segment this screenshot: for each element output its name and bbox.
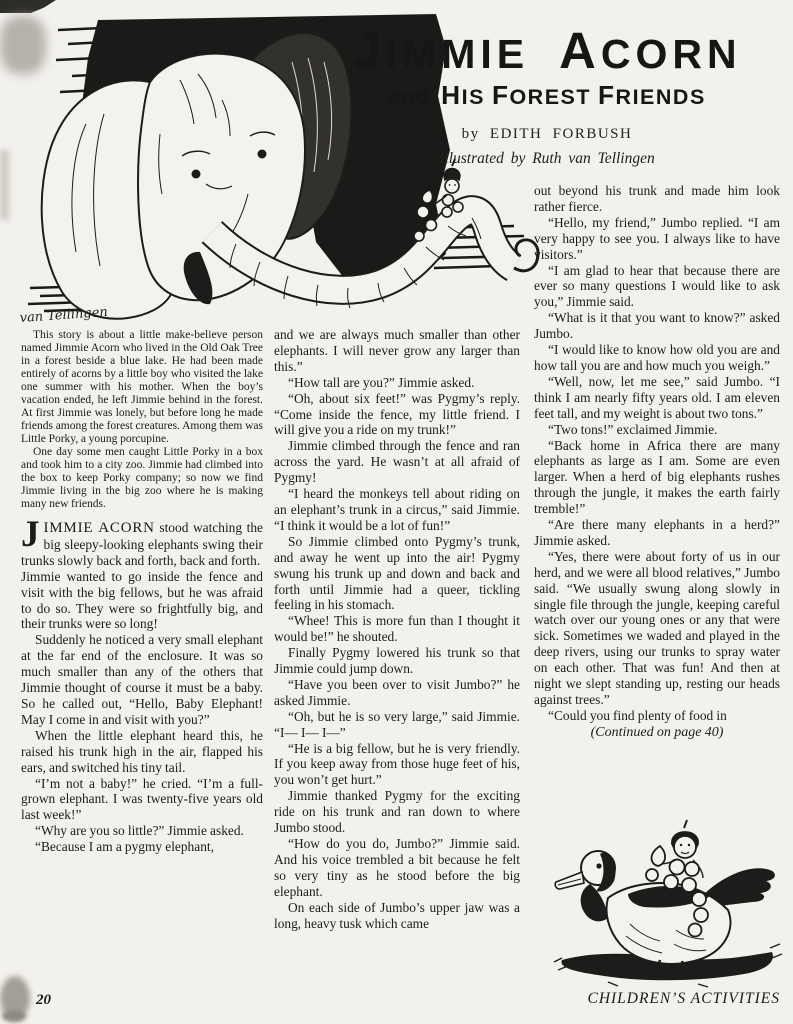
story-body-left	[21, 514, 264, 855]
page-number: 20	[36, 992, 51, 1008]
paragraph: Finally Pygmy lowered his trunk so that Jimmie could jump down.	[274, 645, 520, 677]
page-title	[305, 24, 789, 77]
lead-word: IMMIE ACORN	[43, 520, 155, 536]
paragraph: “I would like to know how old you are and how tall you are and how much you weigh.”	[534, 342, 780, 373]
paragraph: “I heard the monkeys tell about riding on an elephant’s trunk in a circus,” said Jimmie. “I think it would be a lot of fun!”	[274, 486, 520, 533]
paragraph: “How tall are you?” Jimmie asked.	[288, 374, 475, 390]
intro-paragraph: This story is about a little make-believe person named Jimmie Acorn who lived in the Old Oak Tree in a forest beside a blue lake. He had been made entirely of acorns by a little boy who visited the lake one summer with his mother. When the boy’s vacation ended, he left Jimmie behind in the forest. At first Jimmie was lonely, but before long he made friends among the forest creatures. Among them was Little Porky, a young porcupine.	[21, 329, 263, 445]
paragraph: Jimmie wanted to go inside the fence and visit with the big fellows, but he was afraid to do so. They were so frightfully big, and their trunks were so long!	[21, 568, 263, 632]
paragraph: “Oh, but he is so very large,” said Jimmie. “I— I— I—”	[274, 708, 520, 740]
paragraph: “Oh, about six feet!” was Pygmy’s reply. “Come inside the fence, my little friend. I will give you a ride on my trunk!”	[274, 390, 520, 438]
paragraph: “Could you find plenty of food in	[548, 707, 727, 723]
paragraph: and we are always much smaller than other elephants. I will never grow any larger than this.”	[274, 327, 520, 374]
paragraph: “Two tons!” exclaimed Jimmie.	[548, 421, 718, 437]
first-paragraph	[21, 514, 264, 569]
title-word: JIMMIE	[352, 22, 530, 79]
paragraph: “He is a big fellow, but he is very friendly. If you keep away from those huge feet of his, you won’t get hurt.”	[274, 740, 520, 788]
title-word: ACORN	[559, 22, 742, 79]
magazine-name: CHILDREN’S ACTIVITIES	[587, 990, 780, 1007]
paragraph: “Well, now, let me see,” said Jumbo. “I think I am nearly fifty years old. I am eleven feet tall, and my weight is about two tons.”	[534, 373, 780, 421]
subtitle-word: HIS	[441, 80, 485, 111]
subtitle-and: and	[388, 86, 431, 110]
paragraph: “Are there many elephants in a herd?” Jimmie asked.	[534, 517, 780, 548]
scan-smudge	[0, 976, 30, 1020]
paragraph: When the little elephant heard this, he raised his trunk high in the air, flapped his ears, and switched his tiny tail.	[21, 727, 263, 775]
paragraph: “Why are you so little?” Jimmie asked.	[35, 823, 244, 839]
paragraph: “Yes, there were about forty of us in our herd, and we were all blood relatives,” Jumbo said. “We usually swung along slowly in single file through the jungle, keeping careful watch over our young ones or any that were sick. Sometimes we waded and played in the deep rivers, using our trunks to spray water on each other. That was fun! And then at night we slept standing up, resting our heads against trees.”	[534, 548, 780, 707]
left-column	[21, 329, 263, 855]
right-column	[534, 183, 780, 741]
paragraph: “What is it that you want to know?” asked Jumbo.	[534, 310, 780, 342]
first-paragraph-text: stood watching the big sleepy-looking elephants swing their trunks slowly back and forth, back and forth.	[21, 520, 264, 568]
paragraph: Jimmie climbed through the fence and ran across the yard. He wasn’t at all afraid of Pygmy!	[274, 438, 520, 486]
paragraph: Jimmie thanked Pygmy for the exciting ride on his trunk and ran down to where Jumbo stood.	[274, 788, 520, 836]
paragraph: out beyond his trunk and made him look rather fierce.	[534, 183, 780, 214]
illustrator-credit: Illustrated by Ruth van Tellingen	[439, 150, 655, 168]
intro-paragraph: One day some men caught Little Porky in a box and took him to a city zoo. Jimmie had climbed into the box to keep Porky company; so now we find Jimmie living in the big zoo where he is making many new friends.	[21, 446, 263, 510]
middle-column	[274, 327, 520, 931]
page-subtitle	[305, 80, 789, 111]
title-block	[305, 24, 789, 168]
subtitle-word: FOREST	[491, 80, 592, 111]
paragraph: “Whee! This is more fun than I thought it would be!” he shouted.	[274, 613, 520, 645]
paragraph: “I am glad to hear that because there are ever so many questions I would like to ask you,” Jimmie said.	[534, 262, 780, 310]
illustrator-signature: van Tellingen	[19, 304, 109, 326]
paragraph: “Because I am a pygmy elephant,	[35, 839, 214, 855]
subtitle-word: FRIENDS	[598, 80, 706, 111]
scan-smudge	[2, 1010, 26, 1022]
paragraph: “Back home in Africa there are many elephants as large as I am. Some are even larger. When a herd of big elephants rushes through the jungle, it makes the earth fairly tremble!”	[534, 437, 780, 517]
duck-rider-illustration	[548, 812, 783, 992]
paragraph: Suddenly he noticed a very small elephant at the far end of the enclosure. It was so much smaller than any of the others that Jimmie thought of course it must be a baby. So he called out, “Hello, Baby Elephant! May I come in and visit with you?”	[21, 632, 263, 727]
paragraph: “How do you do, Jumbo?” Jimmie said. And his voice trembled a bit because he felt so very tiny as he stood before the big elephant.	[274, 836, 520, 899]
paragraph: So Jimmie climbed onto Pygmy’s trunk, and away he went up into the air! Pygmy swung his trunk up and down and back and forth until Jimmie had a queer, tickling feeling in his stomach.	[274, 533, 520, 613]
byline: by EDITH FORBUSH	[461, 126, 633, 143]
paragraph: “I’m not a baby!” he cried. “I’m a full-grown elephant. I was twenty-five years old last week!”	[21, 775, 263, 823]
drop-cap: J	[21, 514, 40, 555]
paragraph: On each side of Jumbo’s upper jaw was a long, heavy tusk which came	[274, 899, 520, 931]
paragraph: “Hello, my friend,” Jumbo replied. “I am very happy to see you. I always like to have visitors.”	[534, 214, 780, 262]
continued-note: (Continued on page 40)	[590, 724, 724, 740]
story-intro	[21, 329, 263, 511]
paragraph: “Have you been over to visit Jumbo?” he asked Jimmie.	[274, 676, 520, 708]
